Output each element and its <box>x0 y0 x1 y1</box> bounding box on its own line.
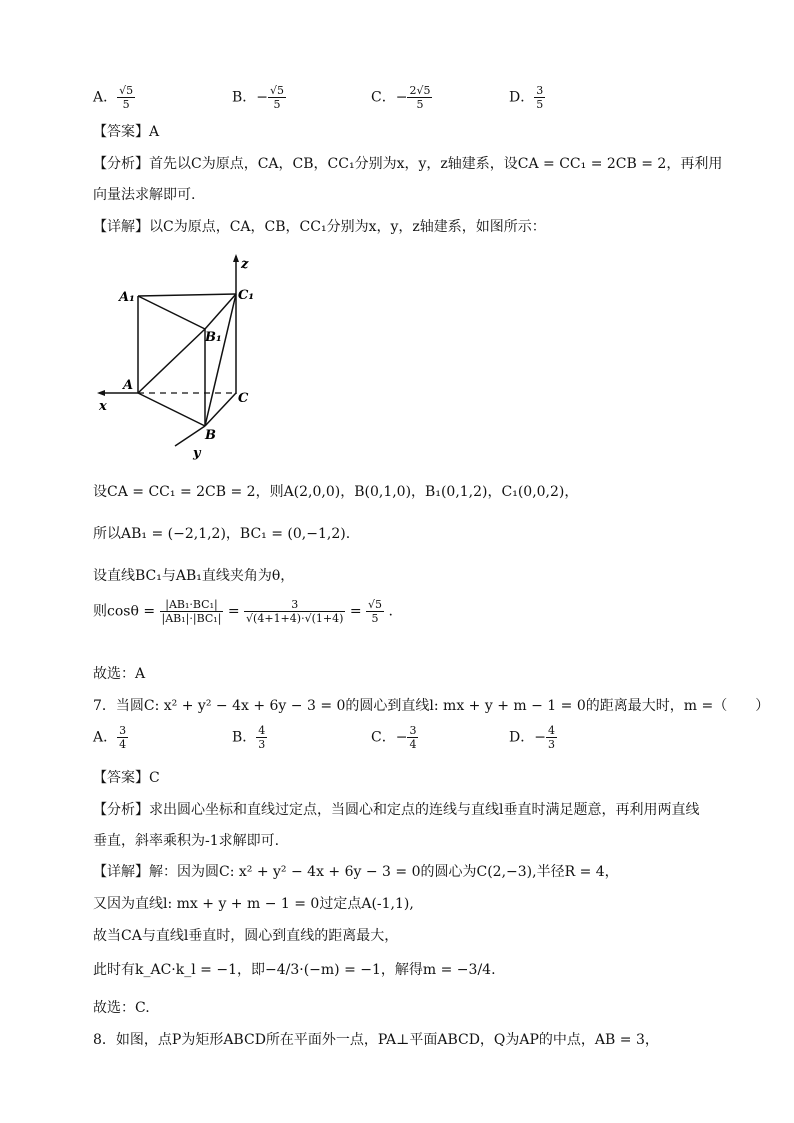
label-y: y <box>193 446 201 461</box>
option-sign: − <box>534 729 546 746</box>
q6-option-d <box>509 84 545 111</box>
fraction-denominator: 5 <box>122 98 130 111</box>
fraction-denominator: 5 <box>416 98 424 111</box>
q6-answer: 【答案】A <box>93 124 160 140</box>
label-x: x <box>99 399 107 414</box>
fraction-denominator: 5 <box>273 98 281 111</box>
prism-figure <box>95 252 275 462</box>
q6-analysis-line1: 【分析】首先以C为原点，CA，CB，CC₁分别为x，y，z轴建系，设CA = CC₁ = 2CB = 2，再利用 <box>93 156 723 172</box>
edge-a1c1 <box>138 294 236 296</box>
option-fraction <box>407 84 432 111</box>
option-letter: C． <box>371 89 396 106</box>
cos-prefix: 则cosθ = <box>93 603 156 620</box>
label-a1: A₁ <box>119 290 135 305</box>
cos-fraction-mid <box>244 598 345 625</box>
q7-detail-line2: 又因为直线l: mx + y + m − 1 = 0过定点A(-1,1), <box>93 896 414 912</box>
option-letter: C． <box>371 729 396 746</box>
q7-detail-line4: 此时有k_AC·k_l = −1，即−4/3·(−m) = −1，解得m = −3/4. <box>93 962 496 978</box>
q6-option-a <box>93 84 135 111</box>
q7-analysis-line1: 【分析】求出圆心坐标和直线过定点，当圆心和定点的连线与直线l垂直时满足题意，再利用两直线 <box>93 802 700 818</box>
option-fraction <box>256 724 267 751</box>
fraction-denominator: |AB₁|·|BC₁| <box>161 612 222 625</box>
q7-option-c <box>371 724 418 751</box>
fraction-numerator: √5 <box>270 84 285 97</box>
fraction-numerator: 3 <box>244 598 345 612</box>
q6-detail: 【详解】以C为原点，CA，CB，CC₁分别为x，y，z轴建系，如图所示： <box>93 219 546 235</box>
equals-sign: = <box>349 603 362 620</box>
edge-ab <box>138 393 205 426</box>
label-b: B <box>205 428 216 443</box>
q7-detail-line3: 故当CA与直线l垂直时，圆心到直线的距离最大， <box>93 928 399 944</box>
label-b1: B₁ <box>205 330 222 345</box>
cos-fraction-right <box>366 598 384 625</box>
period: . <box>388 603 393 620</box>
q6-option-c <box>371 84 432 111</box>
edge-a1b1 <box>138 296 205 329</box>
edge-bc <box>205 393 236 426</box>
label-c1: C₁ <box>238 288 255 303</box>
option-letter: D． <box>509 89 535 106</box>
q7-option-d <box>509 724 557 751</box>
fraction-denominator: 3 <box>547 738 555 751</box>
option-letter: B． <box>232 729 257 746</box>
fraction-denominator: 3 <box>258 738 266 751</box>
option-letter: A． <box>93 729 118 746</box>
option-fraction <box>117 84 135 111</box>
fraction-numerator: 3 <box>119 724 127 737</box>
q7-answer: 【答案】C <box>93 770 160 786</box>
option-sign: − <box>395 89 408 106</box>
segment-ab1 <box>138 329 205 393</box>
option-fraction <box>534 84 545 111</box>
q6-option-b <box>232 84 286 111</box>
z-axis-arrow <box>233 254 239 262</box>
label-a: A <box>123 378 134 393</box>
q7-stem: 7．当圆C: x² + y² − 4x + 6y − 3 = 0的圆心到直线l: mx + y + m − 1 = 0的距离最大时，m =（ ） <box>93 698 770 714</box>
x-axis-arrow <box>97 390 105 396</box>
coords-line: 设CA = CC₁ = 2CB = 2，则A(2,0,0)，B(0,1,0)，B₁(0,1,2)，C₁(0,0,2)， <box>93 484 579 500</box>
q7-option-b <box>232 724 267 751</box>
fraction-denominator: √(4+1+4)·√(1+4) <box>246 612 344 625</box>
fraction-denominator: 4 <box>119 738 127 751</box>
fraction-denominator: 4 <box>409 738 417 751</box>
q7-analysis-line2: 垂直，斜率乘积为-1求解即可. <box>93 833 280 849</box>
fraction-numerator: 3 <box>409 724 417 737</box>
equals-sign: = <box>227 603 240 620</box>
option-sign: − <box>256 89 269 106</box>
q8-stem: 8．如图，点P为矩形ABCD所在平面外一点，PA⊥平面ABCD，Q为AP的中点，AB = 3， <box>93 1032 659 1048</box>
q7-detail-line1: 【详解】解：因为圆C: x² + y² − 4x + 6y − 3 = 0的圆心为C(2,−3),半径R = 4， <box>93 864 619 880</box>
vectors-line: 所以AB₁ = (−2,1,2)，BC₁ = (0,−1,2). <box>93 526 351 542</box>
label-z: z <box>241 257 249 272</box>
option-fraction <box>117 724 128 751</box>
option-letter: A． <box>93 89 118 106</box>
segment-bc1 <box>205 294 236 426</box>
option-fraction <box>546 724 557 751</box>
cos-formula <box>93 598 393 625</box>
q6-analysis-line2: 向量法求解即可. <box>93 187 196 203</box>
q6-choose: 故选：A <box>93 666 146 682</box>
option-letter: D． <box>509 729 535 746</box>
q7-option-a <box>93 724 128 751</box>
fraction-numerator: |AB₁·BC₁| <box>160 598 224 612</box>
fraction-denominator: 5 <box>536 98 544 111</box>
fraction-numerator: √5 <box>368 598 383 611</box>
y-axis <box>175 426 205 446</box>
option-fraction <box>407 724 418 751</box>
q7-choose: 故选：C. <box>93 1000 150 1016</box>
option-sign: − <box>395 729 408 746</box>
fraction-numerator: √5 <box>119 84 134 97</box>
angle-line: 设直线BC₁与AB₁直线夹角为θ， <box>93 568 295 584</box>
fraction-numerator: 4 <box>258 724 266 737</box>
option-fraction <box>268 84 286 111</box>
fraction-denominator: 5 <box>371 612 379 625</box>
option-letter: B． <box>232 89 257 106</box>
fraction-numerator: 2√5 <box>409 84 431 97</box>
cos-fraction-left <box>160 598 224 625</box>
label-c: C <box>238 391 249 406</box>
fraction-numerator: 3 <box>536 84 544 97</box>
fraction-numerator: 4 <box>547 724 555 737</box>
